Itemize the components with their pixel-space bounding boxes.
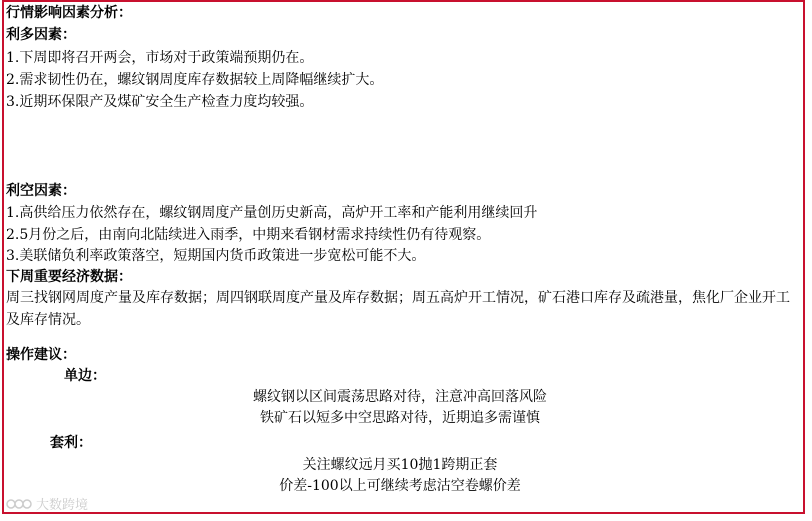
single-line-2: 铁矿石以短多中空思路对待，近期追多需谨慎 (260, 410, 540, 426)
bearish-item-2: 2.5月份之后，由南向北陆续进入雨季，中期来看钢材需求持续性仍有待观察。 (6, 227, 491, 243)
section-heading: 行情影响因素分析： (6, 5, 132, 21)
bullish-item-1: 1.下周即将召开两会，市场对于政策端预期仍在。 (6, 50, 314, 66)
watermark-text: 大数跨境 (36, 498, 89, 513)
bullish-item-3: 3.近期环保限产及煤矿安全生产检查力度均较强。 (6, 94, 314, 110)
arb-line-2: 价差-100以上可继续考虑沽空卷螺价差 (279, 478, 521, 494)
watermark (6, 494, 88, 513)
arb-line-1: 关注螺纹远月买10抛1跨期正套 (302, 457, 498, 473)
arb-label: 套利： (50, 435, 92, 451)
bullish-item-2: 2.需求韧性仍在，螺纹钢周度库存数据较上周降幅继续扩大。 (6, 72, 384, 88)
data-week-text: 周三找钢网周度产量及库存数据；周四钢联周度产量及库存数据；周五高炉开工情况，矿石港口库存及疏港量，焦化厂企业开工及库存情况。 (6, 290, 790, 328)
bearish-title: 利空因素： (6, 183, 76, 199)
single-label: 单边： (64, 368, 106, 384)
bearish-item-3: 3.美联储负利率政策落空，短期国内货币政策进一步宽松可能不大。 (6, 248, 426, 264)
advice-title: 操作建议： (6, 347, 76, 363)
bearish-item-1: 1.高供给压力依然存在，螺纹钢周度产量创历史新高，高炉开工率和产能利用继续回升 (6, 205, 538, 221)
watermark-logo-icon (6, 497, 32, 511)
single-line-1: 螺纹钢以区间震荡思路对待，注意冲高回落风险 (253, 389, 547, 405)
bullish-title: 利多因素： (6, 27, 76, 43)
data-week-title: 下周重要经济数据： (6, 269, 132, 285)
